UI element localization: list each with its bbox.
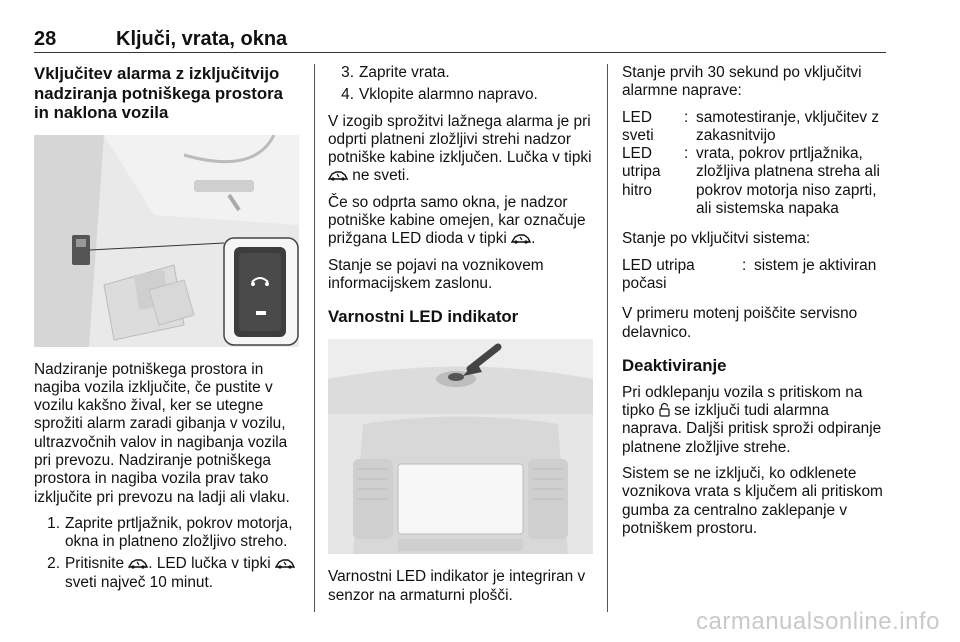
steps-list-2: [328, 64, 593, 105]
column-1: [34, 64, 299, 600]
status-key: LED utripa hitro: [622, 145, 661, 199]
paragraph-intro: Nadziranje potniškega prostora in nagiba vozila izključite, če pustite v vozilu kakšno žival, ker se utegne sprožiti alarm zaradi gibanja v vozilu, ultrazvočnih valov in nagibanja vozila pri prevozu. Nadziranje potniškega prostora in nagiba vozila prav tako izključite pri prevozu na ladji ali vlaku.: [34, 360, 290, 506]
step-text-c: sveti največ 10 minut.: [65, 573, 213, 591]
list-item: [34, 515, 299, 552]
paragraph-after-activation: Stanje po vključitvi sistema:: [622, 230, 811, 248]
car-alarm-icon: [275, 558, 295, 569]
column-3: [622, 64, 887, 546]
paragraph-deactivation: [622, 384, 887, 457]
page-header: [34, 26, 886, 53]
list-item: [34, 555, 299, 592]
list-item: [328, 64, 593, 82]
paragraph-windows: [328, 194, 593, 249]
car-alarm-icon: [128, 558, 148, 569]
alarm-button-illustration: [34, 135, 299, 347]
status-table-1: [622, 109, 887, 219]
paragraph-false-alarm: [328, 113, 593, 186]
paragraph-not-deactivated: Sistem se ne izključi, ko odklenete voznikova vrata s ključem ali pritiskom gumba za centralno zaklepanje v potniškem prostoru.: [622, 465, 883, 537]
car-alarm-icon: [328, 170, 348, 181]
figure-led-indicator: [328, 339, 593, 554]
step-number: 3.: [341, 64, 354, 81]
column-divider: [607, 64, 608, 612]
status-key: LED utripa počasi: [622, 256, 695, 292]
status-sep: :: [742, 256, 747, 274]
status-key: LED sveti: [622, 108, 654, 144]
text: .: [531, 230, 536, 248]
text: Lučka v tipki: [506, 149, 592, 167]
column-2: [328, 64, 593, 613]
step-number: 1.: [47, 514, 60, 532]
step-text: Zaprite prtljažnik, pokrov motorja, okna in platneno zložljivo streho.: [65, 514, 293, 551]
column-divider: [314, 64, 315, 612]
section-heading-led: Varnostni LED indikator: [328, 307, 519, 327]
steps-list-1: [34, 515, 299, 592]
watermark: [580, 606, 940, 636]
list-item: [328, 86, 593, 104]
status-value: samotestiranje, vključitev z zakasnitvijo: [696, 108, 880, 144]
section-heading-deactivation: Deaktiviranje: [622, 355, 727, 375]
status-value: vrata, pokrov prtljažnika, zložljiva platnena streha ali pokrov motorja niso zaprti, ali sistemska napaka: [696, 145, 880, 218]
page-title: Ključi, vrata, okna: [116, 28, 288, 50]
page-number: 28: [34, 28, 57, 50]
text: V izogib sprožitvi lažnega alarma je pri odprti platneni zložljivi strehi nadzor potniške kabine izključen.: [328, 112, 591, 167]
status-table-2: [622, 257, 887, 294]
text: Pri odklepanju vozila s pritiskom na tipko: [622, 383, 863, 420]
text: ne sveti.: [352, 167, 410, 185]
figure-alarm-button: [34, 135, 299, 347]
step-number: 4.: [341, 86, 354, 104]
step-number: 2.: [47, 555, 60, 573]
step-text: Zaprite vrata.: [359, 64, 450, 81]
step-text-b: . LED lučka v tipki: [148, 555, 271, 573]
dashboard-led-illustration: [328, 339, 593, 554]
status-sep: :: [684, 145, 689, 163]
status-sep: :: [684, 108, 689, 126]
step-text: [65, 555, 299, 592]
text: se izključi tudi alarmna naprava. Daljši pritisk sproži odpiranje platnene zložljive strehe.: [622, 402, 882, 456]
watermark-text: carmanualsonline.info: [696, 608, 940, 635]
figure-caption: Varnostni LED indikator je integriran v senzor na armaturni plošči.: [328, 568, 586, 604]
step-text: Vklopite alarmno napravo.: [359, 86, 538, 104]
car-alarm-icon: [511, 233, 531, 244]
text: Če so odprta samo okna, je nadzor potniške kabine omejen, kar označuje prižgana LED dioda v tipki: [328, 193, 586, 248]
lock-icon: [659, 402, 670, 417]
section-heading-alarm: Vključitev alarma z izključitvijo nadziranja potniškega prostora in naklona vozila: [34, 64, 283, 122]
status-value: sistem je aktiviran: [754, 256, 877, 274]
paragraph-service: V primeru motenj poiščite servisno delavnico.: [622, 305, 858, 341]
step-text-a: Pritisnite: [65, 555, 125, 573]
paragraph-first-30s: Stanje prvih 30 sekund po vključitvi alarmne naprave:: [622, 64, 862, 100]
paragraph-status: Stanje se pojavi na voznikovem informacijskem zaslonu.: [328, 256, 544, 292]
